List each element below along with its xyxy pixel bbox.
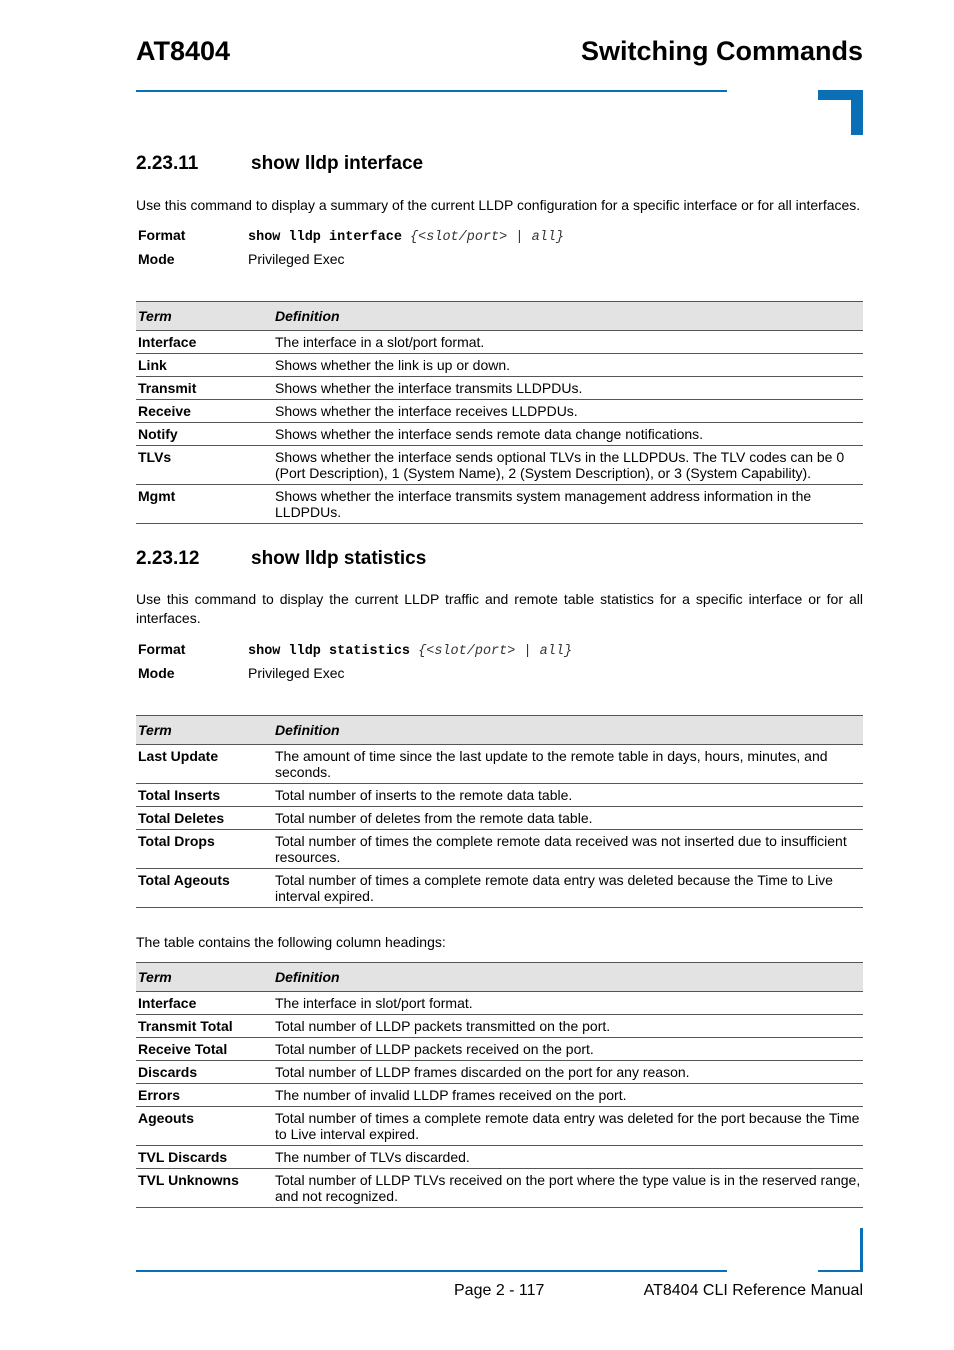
term-cell: Interface	[136, 992, 273, 1015]
table-row	[136, 830, 863, 869]
table-row	[136, 807, 863, 830]
table-row	[136, 423, 863, 446]
definition-cell: Total number of times a complete remote data entry was deleted for the port because the Time to Live interval expired.	[273, 1107, 863, 1146]
table-row	[136, 331, 863, 354]
section-number: 2.23.12	[136, 548, 200, 569]
term-cell: Errors	[136, 1084, 273, 1107]
table-row	[136, 1038, 863, 1061]
header-corner-mark	[818, 90, 863, 135]
table-row	[136, 1169, 863, 1208]
definition-cell: Shows whether the interface sends remote data change notifications.	[273, 423, 863, 446]
table-row	[136, 1146, 863, 1169]
term-cell: Transmit Total	[136, 1015, 273, 1038]
definition-cell: Shows whether the interface sends optional TLVs in the LLDPDUs. The TLV codes can be 0 (Port Description), 1 (System Name), 2 (System Description), or 3 (System Capability).	[273, 446, 863, 485]
term-cell: Total Inserts	[136, 784, 273, 807]
term-cell: Mgmt	[136, 485, 273, 524]
table-note: The table contains the following column headings:	[136, 934, 446, 950]
term-cell: Total Ageouts	[136, 869, 273, 908]
definition-cell: The interface in slot/port format.	[273, 992, 863, 1015]
footer-rule	[136, 1270, 727, 1272]
format-command: show lldp interface	[248, 230, 402, 245]
definition-cell: The amount of time since the last update to the remote table in days, hours, minutes, and seconds.	[273, 745, 863, 784]
term-cell: TVL Discards	[136, 1146, 273, 1169]
definition-cell: Total number of LLDP TLVs received on the port where the type value is in the reserved range, and not recognized.	[273, 1169, 863, 1208]
definition-cell: The number of TLVs discarded.	[273, 1146, 863, 1169]
table-row	[136, 485, 863, 524]
definition-header: Definition	[273, 963, 863, 992]
table-row	[136, 1061, 863, 1084]
mode-value: Privileged Exec	[248, 251, 345, 267]
term-definition-table	[136, 715, 863, 908]
header-title: AT8404	[136, 36, 231, 66]
term-cell: Notify	[136, 423, 273, 446]
page-number: Page 2 - 117	[454, 1282, 545, 1299]
term-header: Term	[136, 963, 273, 992]
section-title: show lldp statistics	[251, 548, 427, 569]
definition-header: Definition	[273, 302, 863, 331]
term-definition-table	[136, 301, 863, 524]
term-cell: Total Drops	[136, 830, 273, 869]
manual-title: AT8404 CLI Reference Manual	[643, 1282, 863, 1299]
format-arguments: {<slot/port> | all}	[418, 644, 573, 659]
table-row	[136, 446, 863, 485]
term-cell: Receive	[136, 400, 273, 423]
term-cell: Link	[136, 354, 273, 377]
section-title: show lldp interface	[251, 153, 424, 174]
mode-label: Mode	[138, 665, 175, 681]
term-cell: Last Update	[136, 745, 273, 784]
footer-corner-mark	[860, 1228, 863, 1272]
footer-corner-base	[818, 1270, 863, 1272]
table-row	[136, 354, 863, 377]
mode-line	[138, 665, 345, 681]
table-row	[136, 784, 863, 807]
header-chapter: Switching Commands	[580, 36, 863, 66]
definition-cell: Shows whether the link is up or down.	[273, 354, 863, 377]
format-line	[138, 227, 564, 245]
table-row	[136, 400, 863, 423]
table-row	[136, 1015, 863, 1038]
definition-cell: Total number of times the complete remote data received was not inserted due to insufficient resources.	[273, 830, 863, 869]
term-cell: TVL Unknowns	[136, 1169, 273, 1208]
term-cell: Transmit	[136, 377, 273, 400]
section-number: 2.23.11	[136, 153, 199, 174]
section-description: Use this command to display a summary of the current LLDP configuration for a specific interface or for all interfaces.	[136, 197, 861, 213]
definition-cell: Shows whether the interface receives LLDPDUs.	[273, 400, 863, 423]
format-line	[138, 641, 572, 659]
table-row	[136, 1084, 863, 1107]
table-row	[136, 745, 863, 784]
format-label: Format	[138, 641, 186, 657]
definition-cell: Total number of LLDP packets transmitted on the port.	[273, 1015, 863, 1038]
definition-cell: Shows whether the interface transmits system management address information in the LLDPDUs.	[273, 485, 863, 524]
section-description: Use this command to display the current LLDP traffic and remote table statistics for a specific interface or for all interfaces.	[136, 591, 863, 626]
section-heading-show-lldp-statistics	[136, 548, 426, 570]
definition-cell: Total number of times a complete remote data entry was deleted because the Time to Live interval expired.	[273, 869, 863, 908]
format-arguments: {<slot/port> | all}	[410, 230, 564, 245]
format-command: show lldp statistics	[248, 644, 411, 659]
column-headings-table	[136, 962, 863, 1208]
definition-cell: Total number of LLDP frames discarded on the port for any reason.	[273, 1061, 863, 1084]
table-row	[136, 377, 863, 400]
section-heading-show-lldp-interface	[136, 153, 423, 175]
table-row	[136, 869, 863, 908]
table-row	[136, 1107, 863, 1146]
format-label: Format	[138, 227, 186, 243]
definition-cell: Total number of LLDP packets received on the port.	[273, 1038, 863, 1061]
definition-cell: Total number of inserts to the remote data table.	[273, 784, 863, 807]
term-cell: Total Deletes	[136, 807, 273, 830]
table-row	[136, 992, 863, 1015]
term-cell: Ageouts	[136, 1107, 273, 1146]
mode-line	[138, 251, 345, 267]
term-cell: Receive Total	[136, 1038, 273, 1061]
mode-label: Mode	[138, 251, 175, 267]
definition-cell: The interface in a slot/port format.	[273, 331, 863, 354]
term-cell: TLVs	[136, 446, 273, 485]
definition-cell: Total number of deletes from the remote data table.	[273, 807, 863, 830]
term-cell: Interface	[136, 331, 273, 354]
term-cell: Discards	[136, 1061, 273, 1084]
term-header: Term	[136, 302, 273, 331]
definition-header: Definition	[273, 716, 863, 745]
term-header: Term	[136, 716, 273, 745]
definition-cell: Shows whether the interface transmits LLDPDUs.	[273, 377, 863, 400]
definition-cell: The number of invalid LLDP frames received on the port.	[273, 1084, 863, 1107]
header-rule	[136, 90, 727, 92]
mode-value: Privileged Exec	[248, 665, 345, 681]
